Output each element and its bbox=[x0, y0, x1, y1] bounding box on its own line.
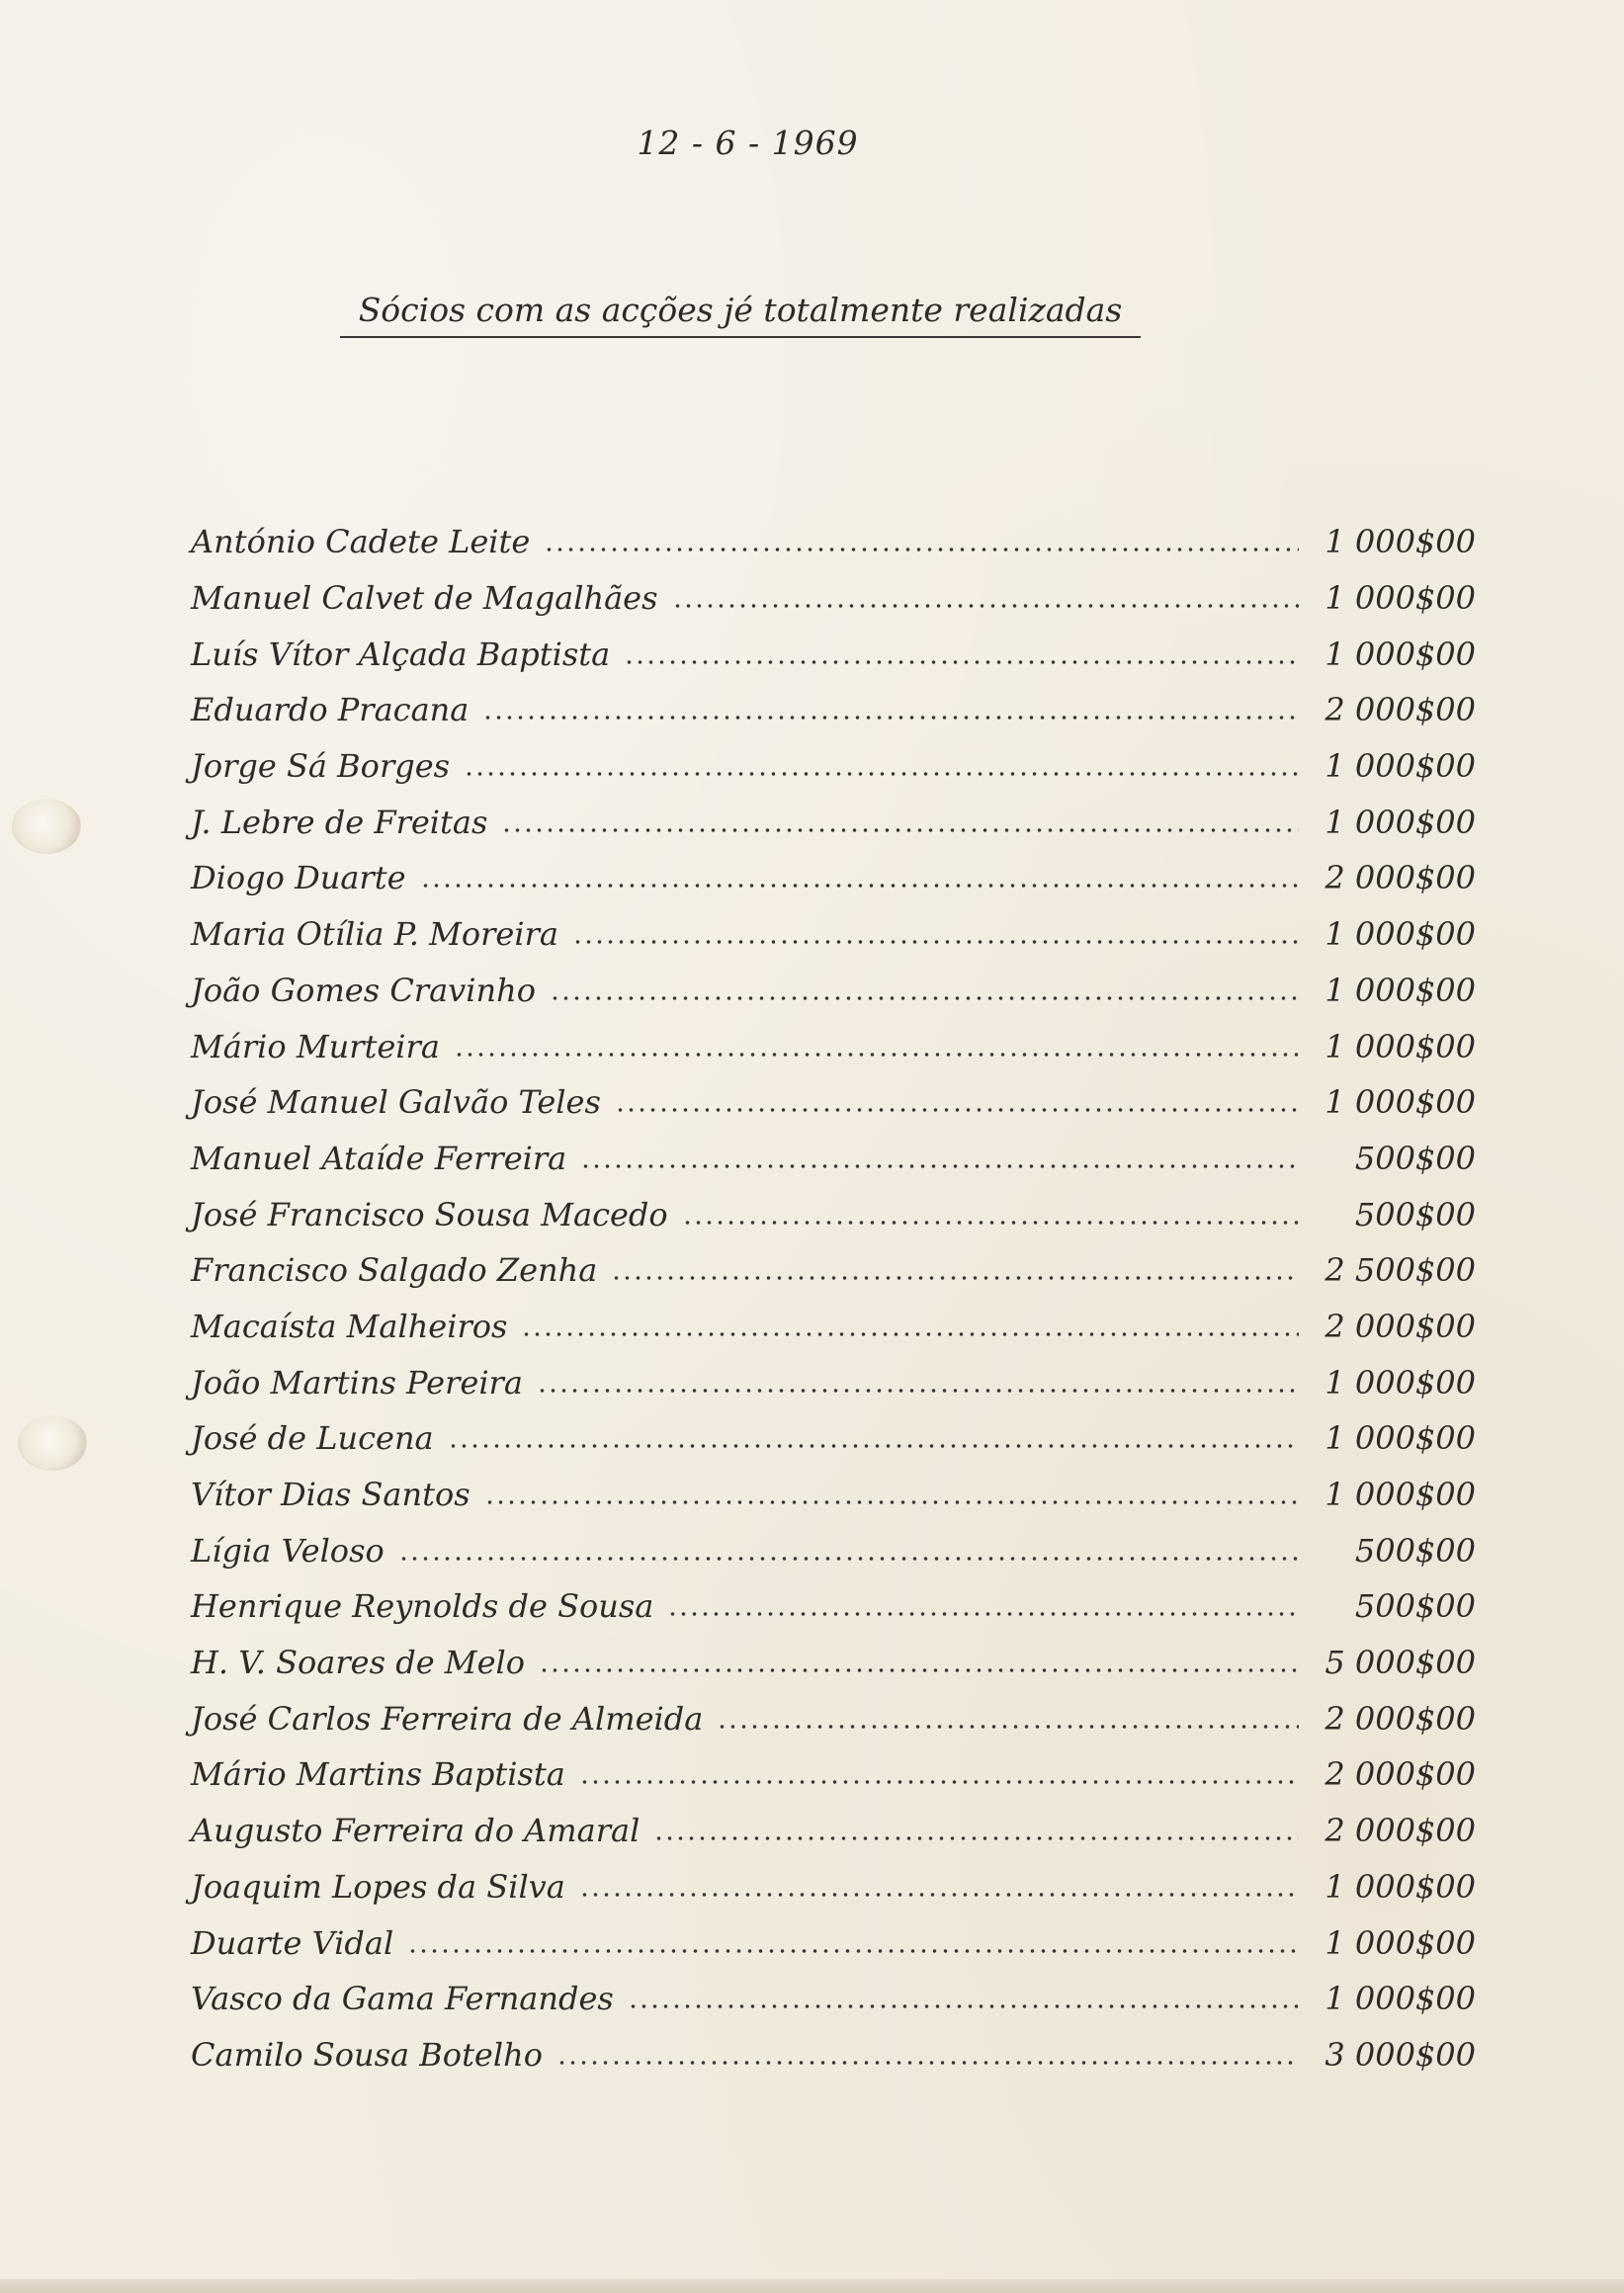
document-date: 12 - 6 - 1969 bbox=[637, 124, 859, 162]
shareholder-name: H. V. Soares de Melo bbox=[191, 1644, 525, 1682]
shareholder-name: Eduardo Pracana bbox=[191, 691, 470, 729]
list-item bbox=[191, 570, 1476, 627]
share-amount: 500$00 bbox=[1354, 1139, 1476, 1177]
dot-leader bbox=[521, 1331, 1299, 1337]
share-amount: 500$00 bbox=[1354, 1587, 1476, 1626]
shareholder-name: Duarte Vidal bbox=[191, 1923, 394, 1962]
punch-hole bbox=[18, 1415, 87, 1471]
share-amount: 1 000$00 bbox=[1325, 971, 1476, 1009]
list-item bbox=[191, 1971, 1476, 2027]
shareholder-name: Luís Vítor Alçada Baptista bbox=[191, 635, 611, 673]
dot-leader bbox=[501, 827, 1299, 833]
shareholder-name: José Manuel Galvão Teles bbox=[191, 1083, 601, 1122]
list-item bbox=[191, 850, 1476, 906]
dot-leader bbox=[579, 1892, 1299, 1898]
share-amount: 1 000$00 bbox=[1325, 1363, 1476, 1401]
list-item bbox=[191, 1018, 1476, 1074]
list-item bbox=[191, 514, 1476, 570]
share-amount: 1 000$00 bbox=[1325, 523, 1476, 561]
share-amount: 1 000$00 bbox=[1325, 579, 1476, 618]
list-item bbox=[191, 963, 1476, 1019]
share-amount: 2 000$00 bbox=[1325, 1307, 1476, 1345]
list-item bbox=[191, 906, 1476, 963]
shareholder-name: João Martins Pereira bbox=[191, 1363, 523, 1401]
dot-leader bbox=[717, 1724, 1299, 1730]
share-amount: 2 000$00 bbox=[1325, 859, 1476, 897]
dot-leader bbox=[628, 2003, 1299, 2009]
list-item bbox=[191, 1074, 1476, 1131]
list-item bbox=[191, 1690, 1476, 1746]
shareholder-name: Joaquim Lopes da Silva bbox=[191, 1867, 565, 1906]
list-item bbox=[191, 1522, 1476, 1578]
share-amount: 1 000$00 bbox=[1325, 1923, 1476, 1962]
dot-leader bbox=[572, 939, 1299, 945]
share-amount: 1 000$00 bbox=[1325, 1476, 1476, 1514]
shareholder-name: António Cadete Leite bbox=[191, 523, 531, 561]
share-amount: 1 000$00 bbox=[1325, 1980, 1476, 2018]
shareholder-name: Vítor Dias Santos bbox=[191, 1476, 470, 1514]
dot-leader bbox=[624, 659, 1299, 665]
list-item bbox=[191, 682, 1476, 738]
shareholder-name: Maria Otília P. Moreira bbox=[191, 915, 558, 954]
dot-leader bbox=[653, 1835, 1299, 1841]
list-item bbox=[191, 626, 1476, 682]
page-edge bbox=[0, 2279, 1624, 2293]
share-amount: 2 000$00 bbox=[1325, 1812, 1476, 1850]
shareholder-name: Lígia Veloso bbox=[191, 1531, 385, 1570]
shareholder-name: Francisco Salgado Zenha bbox=[191, 1251, 598, 1290]
shareholder-name: Vasco da Gama Fernandes bbox=[191, 1980, 614, 2018]
list-item bbox=[191, 1635, 1476, 1691]
shareholder-name: José Francisco Sousa Macedo bbox=[191, 1195, 668, 1233]
dot-leader bbox=[398, 1556, 1299, 1562]
shareholder-list bbox=[191, 514, 1476, 2082]
share-amount: 1 000$00 bbox=[1325, 747, 1476, 786]
share-amount: 1 000$00 bbox=[1325, 1027, 1476, 1065]
shareholder-name: João Gomes Cravinho bbox=[191, 971, 536, 1009]
share-amount: 500$00 bbox=[1354, 1531, 1476, 1570]
shareholder-name: Henrique Reynolds de Sousa bbox=[191, 1587, 654, 1626]
shareholder-name: J. Lebre de Freitas bbox=[191, 803, 488, 841]
shareholder-name: Macaísta Malheiros bbox=[191, 1307, 508, 1345]
shareholder-name: Camilo Sousa Botelho bbox=[191, 2035, 543, 2074]
dot-leader bbox=[448, 1443, 1299, 1449]
list-item bbox=[191, 738, 1476, 795]
dot-leader bbox=[544, 547, 1299, 552]
dot-leader bbox=[420, 883, 1299, 889]
dot-leader bbox=[550, 995, 1299, 1001]
share-amount: 2 000$00 bbox=[1325, 1699, 1476, 1738]
list-item bbox=[191, 1859, 1476, 1915]
dot-leader bbox=[579, 1779, 1299, 1785]
dot-leader bbox=[672, 603, 1299, 609]
list-item bbox=[191, 1746, 1476, 1803]
shareholder-name: Jorge Sá Borges bbox=[191, 747, 451, 786]
dot-leader bbox=[615, 1107, 1299, 1113]
share-amount: 1 000$00 bbox=[1325, 915, 1476, 954]
list-item bbox=[191, 2027, 1476, 2083]
list-item bbox=[191, 1186, 1476, 1242]
list-item bbox=[191, 1131, 1476, 1187]
dot-leader bbox=[611, 1275, 1299, 1281]
dot-leader bbox=[667, 1611, 1299, 1617]
shareholder-name: Augusto Ferreira do Amaral bbox=[191, 1812, 641, 1850]
shareholder-name: José de Lucena bbox=[191, 1419, 434, 1458]
list-item bbox=[191, 1803, 1476, 1859]
dot-leader bbox=[482, 715, 1299, 721]
list-item bbox=[191, 1914, 1476, 1971]
list-item bbox=[191, 1354, 1476, 1410]
share-amount: 5 000$00 bbox=[1325, 1644, 1476, 1682]
document-title: Sócios com as acções jé totalmente realizadas bbox=[340, 289, 1141, 338]
share-amount: 2 000$00 bbox=[1325, 691, 1476, 729]
list-item bbox=[191, 794, 1476, 850]
share-amount: 500$00 bbox=[1354, 1195, 1476, 1233]
dot-leader bbox=[454, 1052, 1299, 1058]
share-amount: 1 000$00 bbox=[1325, 1083, 1476, 1122]
punch-hole bbox=[12, 799, 81, 854]
list-item bbox=[191, 1410, 1476, 1467]
dot-leader bbox=[484, 1499, 1299, 1505]
share-amount: 2 500$00 bbox=[1325, 1251, 1476, 1290]
share-amount: 1 000$00 bbox=[1325, 1867, 1476, 1906]
dot-leader bbox=[682, 1220, 1299, 1226]
list-item bbox=[191, 1299, 1476, 1355]
dot-leader bbox=[464, 771, 1299, 777]
list-item bbox=[191, 1578, 1476, 1635]
dot-leader bbox=[539, 1667, 1299, 1673]
list-item bbox=[191, 1467, 1476, 1523]
shareholder-name: Mário Murteira bbox=[191, 1027, 440, 1065]
shareholder-name: José Carlos Ferreira de Almeida bbox=[191, 1699, 704, 1738]
shareholder-name: Manuel Ataíde Ferreira bbox=[191, 1139, 567, 1177]
dot-leader bbox=[537, 1388, 1299, 1394]
dot-leader bbox=[556, 2060, 1299, 2066]
shareholder-name: Diogo Duarte bbox=[191, 859, 406, 897]
list-item bbox=[191, 1242, 1476, 1299]
shareholder-name: Mário Martins Baptista bbox=[191, 1755, 565, 1794]
dot-leader bbox=[580, 1163, 1299, 1169]
shareholder-name: Manuel Calvet de Magalhães bbox=[191, 579, 658, 618]
share-amount: 3 000$00 bbox=[1325, 2035, 1476, 2074]
share-amount: 1 000$00 bbox=[1325, 635, 1476, 673]
dot-leader bbox=[407, 1948, 1299, 1954]
share-amount: 1 000$00 bbox=[1325, 1419, 1476, 1458]
share-amount: 2 000$00 bbox=[1325, 1755, 1476, 1794]
share-amount: 1 000$00 bbox=[1325, 803, 1476, 841]
